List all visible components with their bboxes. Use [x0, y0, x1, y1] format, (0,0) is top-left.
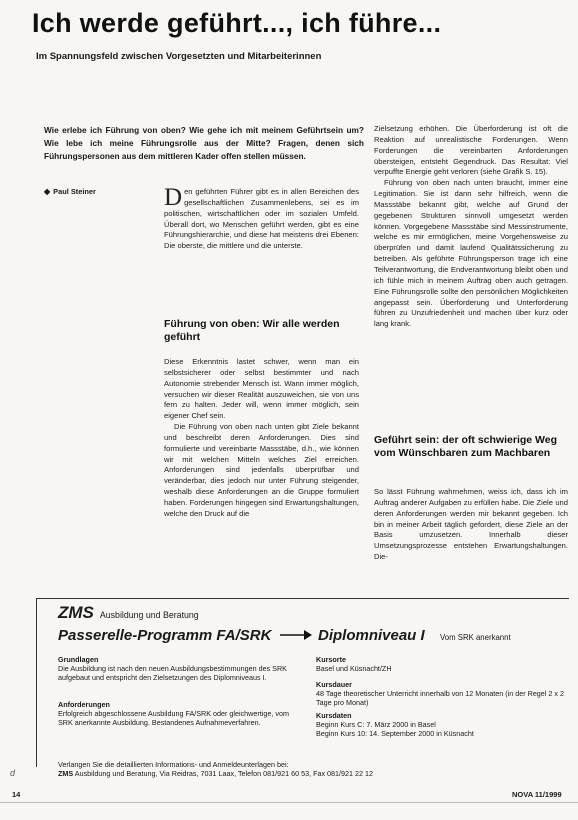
body-paragraph: Zielsetzung erhöhen. Die Überforderung ist oft die Reaktion auf unrealistische Forderungen. Wenn Forderungen die vereinbarten Anforderungen übersteigen, entsteht Gegendruck. Das Resultat: Viel verpuffte Energie geht verloren (siehe Grafik S. 15).: [374, 124, 568, 177]
ad-contact: [58, 760, 558, 778]
ad-header: [58, 603, 199, 623]
ad-section-text: Erfolgreich abgeschlossene Ausbildung FA/SRK oder gleichwertige, vom SRK anerkannte Ausbildung. Bestandenes Aufnahmeverfahren.: [58, 709, 289, 728]
ad-contact-address: Ausbildung und Beratung, Via Reidras, 7031 Laax, Telefon 081/921 60 53, Fax 081/921 22 12: [74, 769, 374, 779]
section-heading-2: Geführt sein: der oft schwierige Weg vom Wünschbaren zum Machbaren: [374, 434, 558, 459]
diamond-bullet-icon: ◆: [44, 187, 51, 196]
article-subtitle: Im Spannungsfeld zwischen Vorgesetzten und Mitarbeiterinnen: [36, 51, 322, 62]
intro-paragraph: [164, 184, 359, 252]
drop-cap: D: [164, 184, 183, 211]
lead-paragraph: [44, 124, 364, 162]
intro-text: en geführten Führer gibt es in allen Bereichen des gesellschaftlichen Zusammenlebens, sei es im politischen, wirtschaftlichen oder im sozialen Umfeld. Überall dort, wo Menschen geführt werden, gibt es eine Führungshierarchie, und diese hat meistens drei Ebenen: Die oberste, die mittlere und die unterste.: [164, 187, 359, 251]
ad-kursdauer: [316, 680, 566, 708]
ad-contact-brand: ZMS: [58, 769, 74, 779]
lead-text: Wie erlebe ich Führung von oben? Wie gehe ich mit meinem Geführtsein um? Wie lebe ich meine Führungsrolle aus der Mitte? Fragen, denen sich Führungspersonen aus dem mittleren Kader offen stellen müssen.: [44, 125, 364, 161]
ad-section-text: 48 Tage theoretischer Unterricht innerhalb von 12 Monaten (in der Regel 2 x 2 Tage pro Monat): [316, 689, 564, 708]
body-paragraph: Führung von oben nach unten braucht, immer eine Legitimation. Sie ist dann sehr hilfreich, wenn die Massstäbe bekannt gibt, welche auf Grund der gegebenen Strukturen sinnvoll umgesetzt werden können. Vorgegebene Massstäbe sind Messinstrumente, welche es mir ermöglichen, meine Vorgehensweise zu überprüfen und damit laufend Qualitätssicherung zu betreiben. Als geführte Führungsperson trage ich eine Teilverantwortung, die Endverantwortung bleibt oben und ich fühle mich in meinem Auftrag oben auch getragen. Eine Führungsrolle sollte den persönlichen Möglichkeiten angepasst sein. Überforderung und Unterforderung führen zu Unzufriedenheit und machen über kurz oder lang krank.: [374, 178, 568, 329]
ad-contact-intro: Verlangen Sie die detaillierten Informations- und Anmeldeunterlagen bei:: [58, 760, 289, 769]
ad-kursorte: [316, 655, 566, 673]
body-paragraph: So lässt Führung wahrnehmen, weiss ich, dass ich im Auftrag anderer Aufgaben zu erfüllen habe. Die Ziele und deren Anforderungen werden mir bekannt gegeben. Ich bin in meiner Arbeit täglich gefordert, diese Ziele an der Basis umzusetzen. Innerhalb dieser Umsetzungsprozesse entstehen Erwartungshaltungen. Die-: [374, 487, 568, 562]
section-2-body: [374, 487, 568, 563]
arrow-right-icon: [280, 628, 312, 647]
magazine-issue: NOVA 11/1999: [512, 790, 562, 799]
body-paragraph: Diese Erkenntnis lastet schwer, wenn man ein selbstsicherer oder selbst bestimmter und nach Autonomie strebender Mensch ist. Wann immer möglich, versuchen wir dieser Realität auszuweichen, sie von uns fern zu halten. Jeder will, wenn immer möglich, sein eigener Chef sein.: [164, 357, 359, 421]
ad-date-line: Beginn Kurs 10: 14. September 2000 in Küsnacht: [316, 729, 474, 739]
footer-divider: [0, 802, 578, 803]
ad-section-heading: Kursdaten: [316, 711, 352, 720]
article-title: Ich werde geführt..., ich führe...: [32, 8, 442, 38]
ad-brand-logo: ZMS: [58, 603, 94, 622]
ad-section-heading: Grundlagen: [58, 655, 99, 664]
section-1-body: [164, 357, 359, 520]
section-heading-1: Führung von oben: Wir alle werden geführt: [164, 318, 340, 343]
ad-kursdaten: [316, 711, 566, 739]
ad-section-heading: Anforderungen: [58, 700, 110, 709]
ad-anforderungen: [58, 700, 298, 728]
ad-tagline: Ausbildung und Beratung: [99, 610, 199, 620]
ad-recognition: Vom SRK anerkannt: [440, 633, 511, 642]
ad-section-heading: Kursdauer: [316, 680, 352, 689]
right-column-body: [374, 124, 568, 330]
author-name: Paul Steiner: [53, 187, 96, 196]
margin-mark: d: [10, 768, 16, 778]
ad-section-heading: Kursorte: [316, 655, 346, 664]
ad-program-title: Passerelle-Programm FA/SRK: [58, 627, 272, 644]
ad-date-line: Beginn Kurs C: 7. März 2000 in Basel: [316, 720, 436, 730]
body-paragraph: Die Führung von oben nach unten gibt Ziele bekannt und beschreibt deren Anforderungen. Dies sind formulierte und vereinbarte Massstäbe, d.h., wie können wir mit welchen Mitteln welches Ziel erreichen. Anforderungen sind jedenfalls überprüfbar und veränderbar, dies jedoch nur unter Führung steigender, weshalb diese Anforderungen an die Gruppe formuliert haben. Forderungen hingegen sind Erwartungshaltungen, welche den Druck auf die: [164, 422, 359, 518]
ad-section-text: Basel und Küsnacht/ZH: [316, 664, 392, 674]
ad-level-title: Diplomniveau I: [318, 627, 425, 644]
ad-grundlagen: [58, 655, 298, 683]
ad-section-text: Die Ausbildung ist nach den neuen Ausbildungsbestimmungen des SRK aufgebaut und entspricht den Zielsetzungen des Diplomniveaus I.: [58, 664, 287, 683]
page-number: 14: [12, 790, 21, 799]
author-line: [44, 187, 96, 196]
